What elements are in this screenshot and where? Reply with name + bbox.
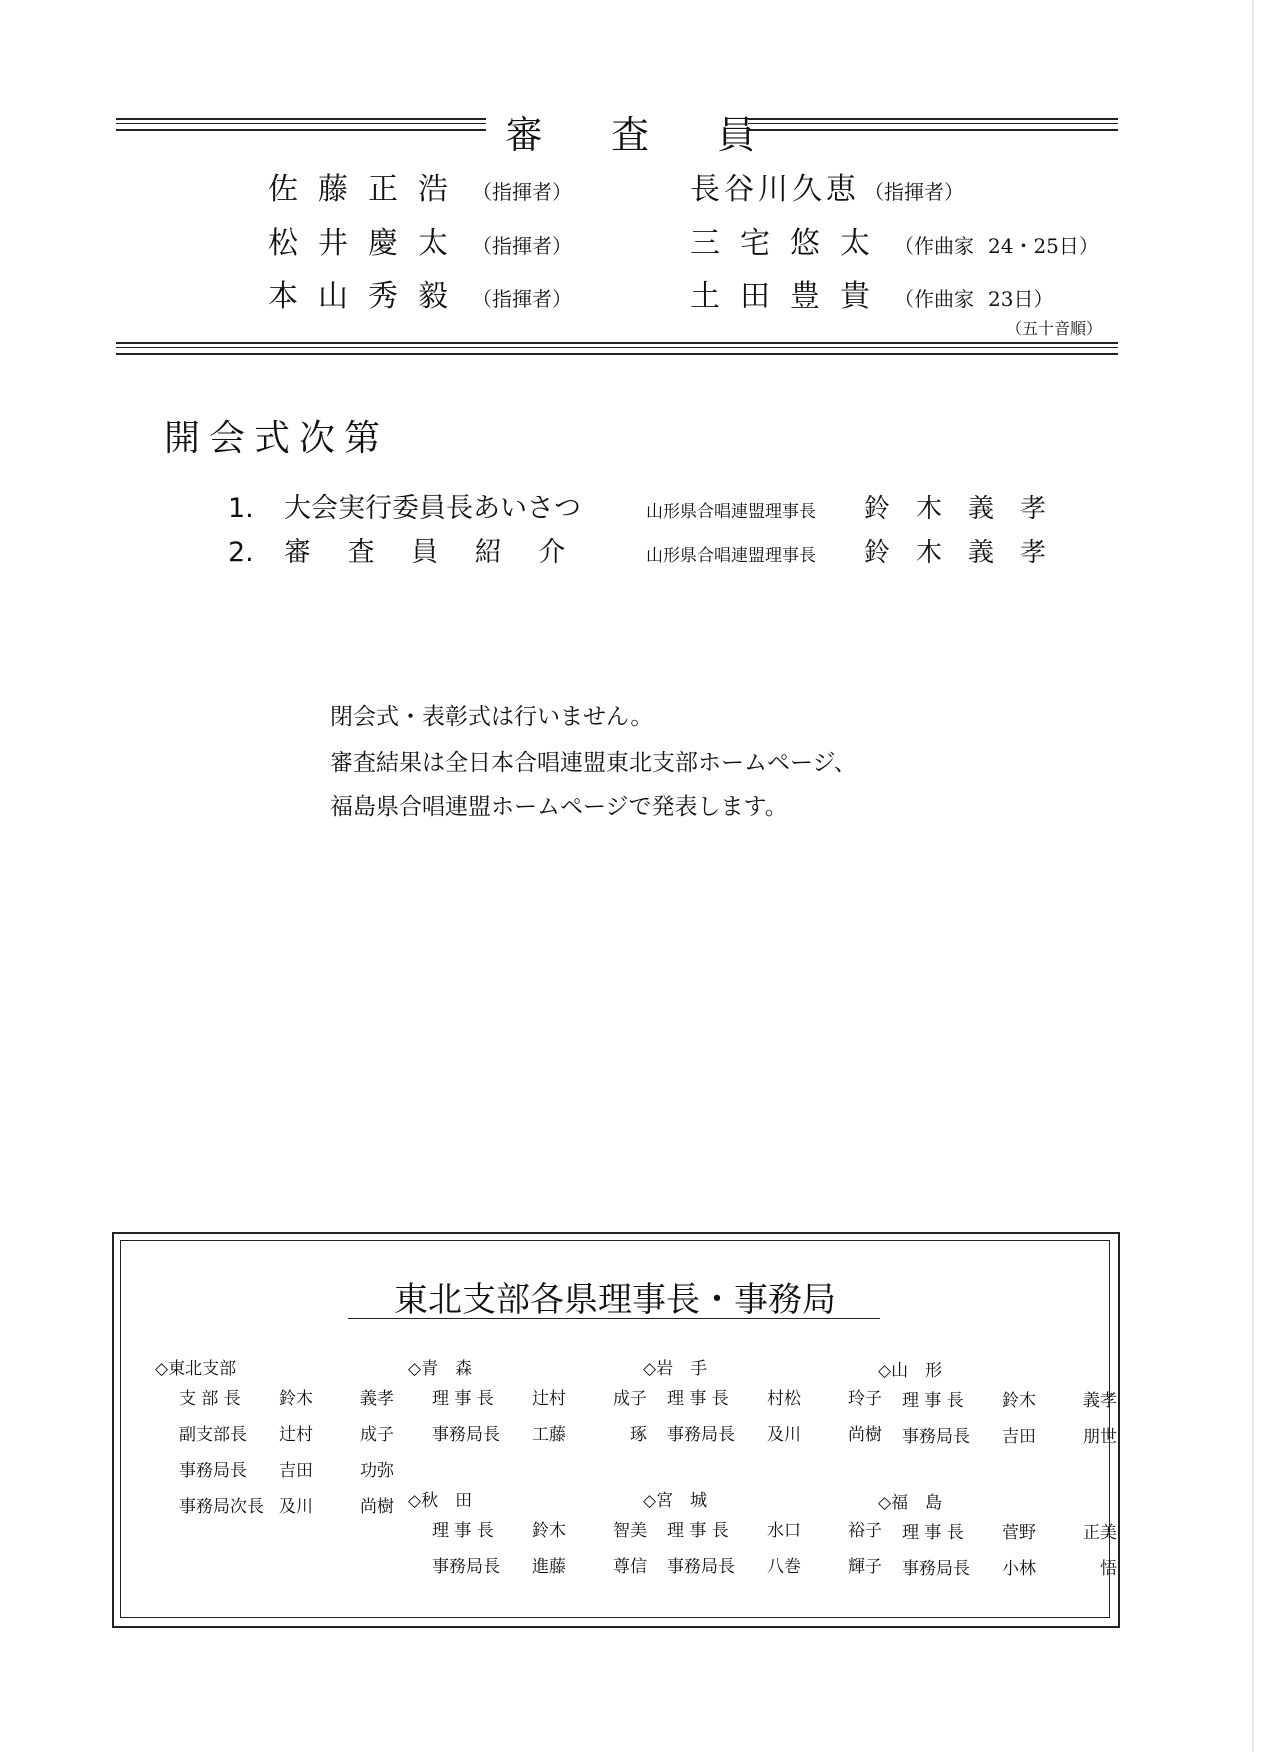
role: 事務局長 bbox=[667, 1425, 735, 1445]
role: 理 事 長 bbox=[667, 1521, 729, 1541]
first-name: 玲子 bbox=[848, 1389, 882, 1409]
list-item bbox=[643, 1552, 882, 1588]
last-name: 鈴木 bbox=[532, 1521, 566, 1541]
last-name: 菅野 bbox=[1002, 1523, 1036, 1543]
judge-right-2 bbox=[690, 218, 1099, 262]
last-name: 小林 bbox=[1002, 1559, 1036, 1579]
judge-right-1 bbox=[690, 164, 964, 208]
judge-role: （指揮者） bbox=[472, 234, 572, 258]
first-name: 悟 bbox=[1100, 1559, 1117, 1579]
first-name: 成子 bbox=[360, 1425, 394, 1445]
page-edge bbox=[1252, 0, 1254, 1752]
judge-role: （指揮者） bbox=[472, 180, 572, 204]
role: 事務局次長 bbox=[179, 1497, 264, 1517]
judge-dates: 23日） bbox=[988, 287, 1054, 311]
last-name: 水口 bbox=[767, 1521, 801, 1541]
first-name: 功弥 bbox=[360, 1461, 394, 1481]
item-label: 審 査 員 紹 介 bbox=[284, 537, 580, 568]
list-item bbox=[155, 1384, 394, 1420]
list-item bbox=[155, 1456, 394, 1492]
role: 理 事 長 bbox=[902, 1523, 964, 1543]
ceremony-title: 開会式次第 bbox=[164, 418, 390, 459]
judge-dates: 24・25日） bbox=[988, 234, 1099, 258]
directory-title: 東北支部各県理事長・事務局 bbox=[394, 1280, 836, 1320]
first-name: 輝子 bbox=[848, 1557, 882, 1577]
directory-group-yamagata bbox=[878, 1356, 1117, 1458]
last-name: 進藤 bbox=[532, 1557, 566, 1577]
directory-group-miyagi bbox=[643, 1486, 882, 1588]
item-person: 鈴木義孝 bbox=[864, 494, 1073, 524]
group-header: ◇青 森 bbox=[408, 1359, 473, 1379]
judge-role: （作曲家 bbox=[894, 234, 974, 258]
directory-title-underline bbox=[348, 1318, 880, 1319]
role: 理 事 長 bbox=[432, 1389, 494, 1409]
list-item bbox=[643, 1384, 882, 1420]
judge-name: 本山秀毅 bbox=[268, 279, 468, 314]
last-name: 吉田 bbox=[279, 1461, 313, 1481]
group-header: ◇宮 城 bbox=[643, 1491, 708, 1511]
judge-name: 松井慶太 bbox=[268, 226, 468, 261]
role: 理 事 長 bbox=[902, 1391, 964, 1411]
first-name: 琢 bbox=[630, 1425, 647, 1445]
notice-line-1: 閉会式・表彰式は行いません。 bbox=[330, 704, 654, 730]
list-item bbox=[643, 1420, 882, 1456]
judges-rule-right bbox=[748, 118, 1118, 131]
first-name: 成子 bbox=[613, 1389, 647, 1409]
item-label: 大会実行委員長あいさつ bbox=[284, 493, 581, 524]
list-item bbox=[408, 1384, 647, 1420]
directory-group-tohoku bbox=[155, 1354, 394, 1528]
list-item bbox=[643, 1516, 882, 1552]
last-name: 鈴木 bbox=[1002, 1391, 1036, 1411]
first-name: 正美 bbox=[1083, 1523, 1117, 1543]
judge-role: （作曲家 bbox=[894, 287, 974, 311]
ceremony-item-1 bbox=[228, 486, 1072, 525]
list-item bbox=[408, 1552, 647, 1588]
first-name: 尊信 bbox=[613, 1557, 647, 1577]
list-item bbox=[878, 1422, 1117, 1458]
role: 理 事 長 bbox=[667, 1389, 729, 1409]
directory-group-akita bbox=[408, 1486, 647, 1588]
notice-line-2: 審査結果は全日本合唱連盟東北支部ホームページ、 bbox=[330, 750, 857, 776]
judge-right-3 bbox=[690, 271, 1053, 315]
judge-role: （指揮者） bbox=[864, 180, 964, 204]
judge-name: 佐藤正浩 bbox=[268, 172, 468, 207]
ceremony-item-2 bbox=[228, 530, 1072, 569]
judges-title: 審 査 員 bbox=[505, 113, 784, 157]
group-header: ◇山 形 bbox=[878, 1361, 943, 1381]
last-name: 工藤 bbox=[532, 1425, 566, 1445]
item-person: 鈴木義孝 bbox=[864, 538, 1073, 568]
role: 事務局長 bbox=[432, 1557, 500, 1577]
notice-line-3: 福島県合唱連盟ホームページで発表します。 bbox=[330, 794, 788, 820]
judge-left-1 bbox=[268, 164, 572, 208]
last-name: 辻村 bbox=[279, 1425, 313, 1445]
first-name: 尚樹 bbox=[848, 1425, 882, 1445]
last-name: 及川 bbox=[767, 1425, 801, 1445]
list-item bbox=[878, 1518, 1117, 1554]
item-number: 2. bbox=[228, 537, 254, 568]
role: 理 事 長 bbox=[432, 1521, 494, 1541]
last-name: 八巻 bbox=[767, 1557, 801, 1577]
group-header: ◇岩 手 bbox=[643, 1359, 708, 1379]
last-name: 鈴木 bbox=[279, 1389, 313, 1409]
first-name: 朋世 bbox=[1083, 1427, 1117, 1447]
role: 事務局長 bbox=[902, 1559, 970, 1579]
role: 事務局長 bbox=[902, 1427, 970, 1447]
list-item bbox=[878, 1554, 1117, 1590]
last-name: 辻村 bbox=[532, 1389, 566, 1409]
judge-name: 三宅悠太 bbox=[690, 226, 890, 261]
group-header: ◇東北支部 bbox=[155, 1359, 237, 1379]
judge-name: 長谷川久恵 bbox=[690, 172, 860, 207]
list-item bbox=[408, 1420, 647, 1456]
group-header: ◇福 島 bbox=[878, 1493, 943, 1513]
list-item bbox=[408, 1516, 647, 1552]
last-name: 及川 bbox=[279, 1497, 313, 1517]
judge-left-2 bbox=[268, 218, 572, 262]
role: 事務局長 bbox=[179, 1461, 247, 1481]
role: 事務局長 bbox=[667, 1557, 735, 1577]
directory-group-iwate bbox=[643, 1354, 882, 1456]
role: 支 部 長 bbox=[179, 1389, 241, 1409]
first-name: 裕子 bbox=[848, 1521, 882, 1541]
judges-rule-left bbox=[116, 118, 486, 131]
list-item bbox=[155, 1420, 394, 1456]
role: 副支部長 bbox=[179, 1425, 247, 1445]
judges-rule-bottom bbox=[116, 342, 1118, 355]
item-number: 1. bbox=[228, 493, 254, 524]
first-name: 義孝 bbox=[360, 1389, 394, 1409]
directory-group-fukushima bbox=[878, 1488, 1117, 1590]
group-header: ◇秋 田 bbox=[408, 1491, 473, 1511]
first-name: 尚樹 bbox=[360, 1497, 394, 1517]
list-item bbox=[155, 1492, 394, 1528]
directory-group-aomori bbox=[408, 1354, 647, 1456]
judge-left-3 bbox=[268, 271, 572, 315]
last-name: 吉田 bbox=[1002, 1427, 1036, 1447]
first-name: 義孝 bbox=[1083, 1391, 1117, 1411]
first-name: 智美 bbox=[613, 1521, 647, 1541]
judge-name: 土田豊貴 bbox=[690, 279, 890, 314]
role: 事務局長 bbox=[432, 1425, 500, 1445]
judge-role: （指揮者） bbox=[472, 287, 572, 311]
list-item bbox=[878, 1386, 1117, 1422]
order-note: （五十音順） bbox=[1006, 319, 1103, 338]
item-org: 山形県合唱連盟理事長 bbox=[646, 546, 816, 566]
item-org: 山形県合唱連盟理事長 bbox=[646, 502, 816, 522]
last-name: 村松 bbox=[767, 1389, 801, 1409]
